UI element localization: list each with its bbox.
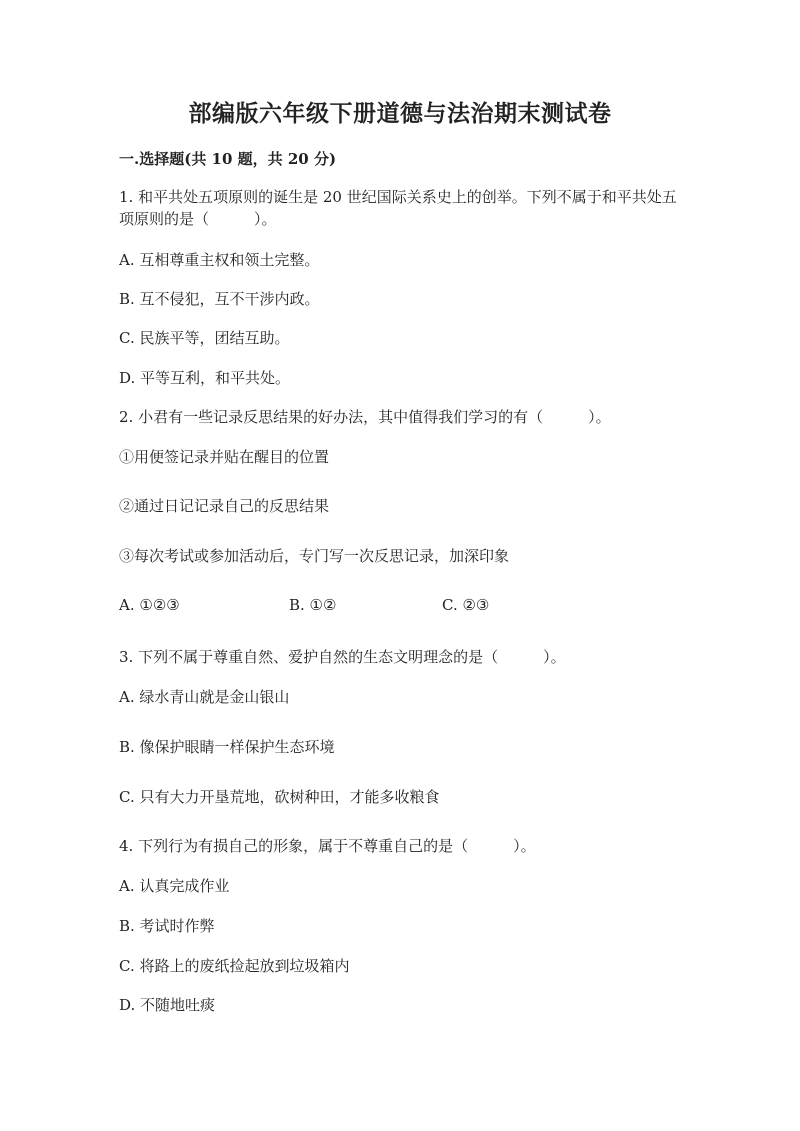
option-d: D. 平等互利，和平共处。 (119, 369, 291, 387)
question-stem: 3. 下列不属于尊重自然、爱护自然的生态文明理念的是（ ）。 (119, 648, 566, 666)
statement-item: ①用便签记录并贴在醒目的位置 (119, 448, 330, 466)
statement-item: ②通过日记记录自己的反思结果 (119, 497, 330, 515)
option-c: C. 民族平等，团结互助。 (119, 329, 290, 347)
question-stem: 4. 下列行为有损自己的形象，属于不尊重自己的是（ ）。 (119, 837, 536, 855)
option-c: C. 只有大力开垦荒地，砍树种田，才能多收粮食 (119, 788, 440, 806)
option-b: B. 互不侵犯，互不干涉内政。 (119, 290, 320, 308)
option-b: B. 考试时作弊 (119, 917, 215, 935)
option-c: C. 将路上的废纸捡起放到垃圾箱内 (119, 957, 350, 975)
option-a: A. 互相尊重主权和领土完整。 (119, 251, 320, 269)
option-row (119, 596, 679, 618)
question-stem: 1. 和平共处五项原则的诞生是 20 世纪国际关系史上的创举。下列不属于和平共处五项原则的是（ ）。 (119, 188, 677, 228)
question-stem: 2. 小君有一些记录反思结果的好办法，其中值得我们学习的有（ ）。 (119, 408, 611, 426)
option-a: A. 绿水青山就是金山银山 (119, 688, 290, 706)
section-heading: 一.选择题(共 10 题，共 20 分) (119, 150, 337, 168)
option-d: D. 不随地吐痰 (119, 996, 216, 1014)
option-a: A. ①②③ (119, 596, 180, 614)
option-c: C. ②③ (442, 596, 490, 614)
page-title: 部编版六年级下册道德与法治期末测试卷 (188, 100, 612, 127)
option-b: B. 像保护眼睛一样保护生态环境 (119, 738, 335, 756)
option-a: A. 认真完成作业 (119, 877, 230, 895)
option-b: B. ①② (289, 596, 337, 614)
statement-item: ③每次考试或参加活动后，专门写一次反思记录，加深印象 (119, 547, 510, 565)
